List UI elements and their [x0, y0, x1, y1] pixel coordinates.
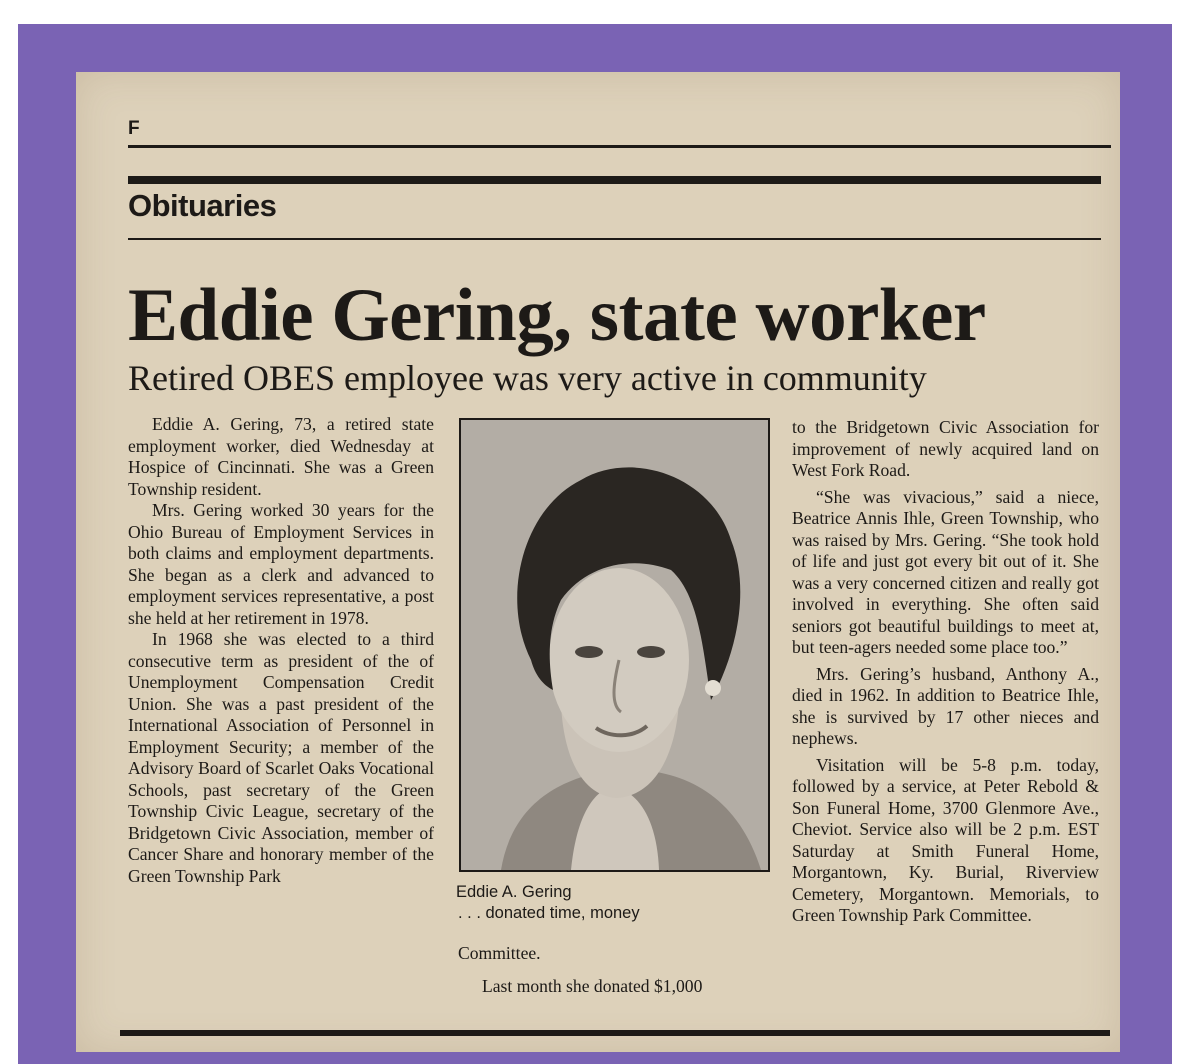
portrait-illustration: [461, 420, 768, 870]
paragraph: Last month she donated $1,000: [482, 975, 703, 996]
left-column: [128, 414, 434, 887]
paragraph: In 1968 she was elected to a third consecutive term as president of the of Unemployment Compensation Credit Union. She was a past president of the International Association of Personnel in Employment Security; a member of the Advisory Board of Scarlet Oaks Vocational Schools, past secretary of the Green Township Civic League, secretary of the Bridgetown Civic Association, member of Cancer Share and honorary member of the Green Township Park: [128, 629, 434, 886]
paragraph: “She was vivacious,” said a niece, Beatrice Annis Ihle, Green Township, who was raised by Mrs. Gering. “She took hold of life and just got every bit out of it. She was a very concerned citizen and really got involved in everything. She often said seniors got beautiful buildings to meet at, but teen-agers needed some place too.”: [792, 486, 1099, 657]
section-title: Obituaries: [128, 188, 277, 223]
middle-column: [458, 943, 768, 997]
paragraph: Mrs. Gering worked 30 years for the Ohio Bureau of Employment Services in both claims and employment departments. She began as a clerk and advanced to employment services representative, a post she held at her retirement in 1978.: [128, 500, 434, 628]
right-column: [792, 417, 1099, 927]
paragraph: Mrs. Gering’s husband, Anthony A., died in 1962. In addition to Beatrice Ihle, she is survived by 17 other nieces and nephews.: [792, 663, 1099, 748]
paragraph: Visitation will be 5-8 p.m. today, followed by a service, at Peter Rebold & Son Funeral Home, 3700 Glenmore Ave., Cheviot. Service also will be 2 p.m. EST Saturday at Smith Funeral Home, Morgantown, Ky. Burial, Riverview Cemetery, Morgantown. Memorials, to Green Township Park Committee.: [792, 754, 1099, 925]
bottom-rule: [120, 1030, 1110, 1036]
caption-line: . . . donated time, money: [458, 904, 640, 922]
top-rule: [128, 145, 1111, 148]
section-rule-thick: [128, 176, 1101, 184]
portrait-photo: [459, 418, 770, 872]
paragraph: Eddie A. Gering, 73, a retired state employment worker, died Wednesday at Hospice of Cincinnati. She was a Green Township resident.: [128, 414, 434, 499]
paragraph: to the Bridgetown Civic Association for improvement of newly acquired land on West Fork Road.: [792, 417, 1099, 480]
headline: Eddie Gering, state worker: [128, 274, 986, 357]
section-rule-thin: [128, 238, 1101, 240]
paragraph: Committee.: [458, 943, 541, 963]
subheadline: Retired OBES employee was very active in community: [128, 358, 927, 398]
section-letter: F: [128, 118, 140, 139]
photo-caption: [456, 882, 772, 924]
caption-name: Eddie A. Gering: [456, 883, 572, 901]
